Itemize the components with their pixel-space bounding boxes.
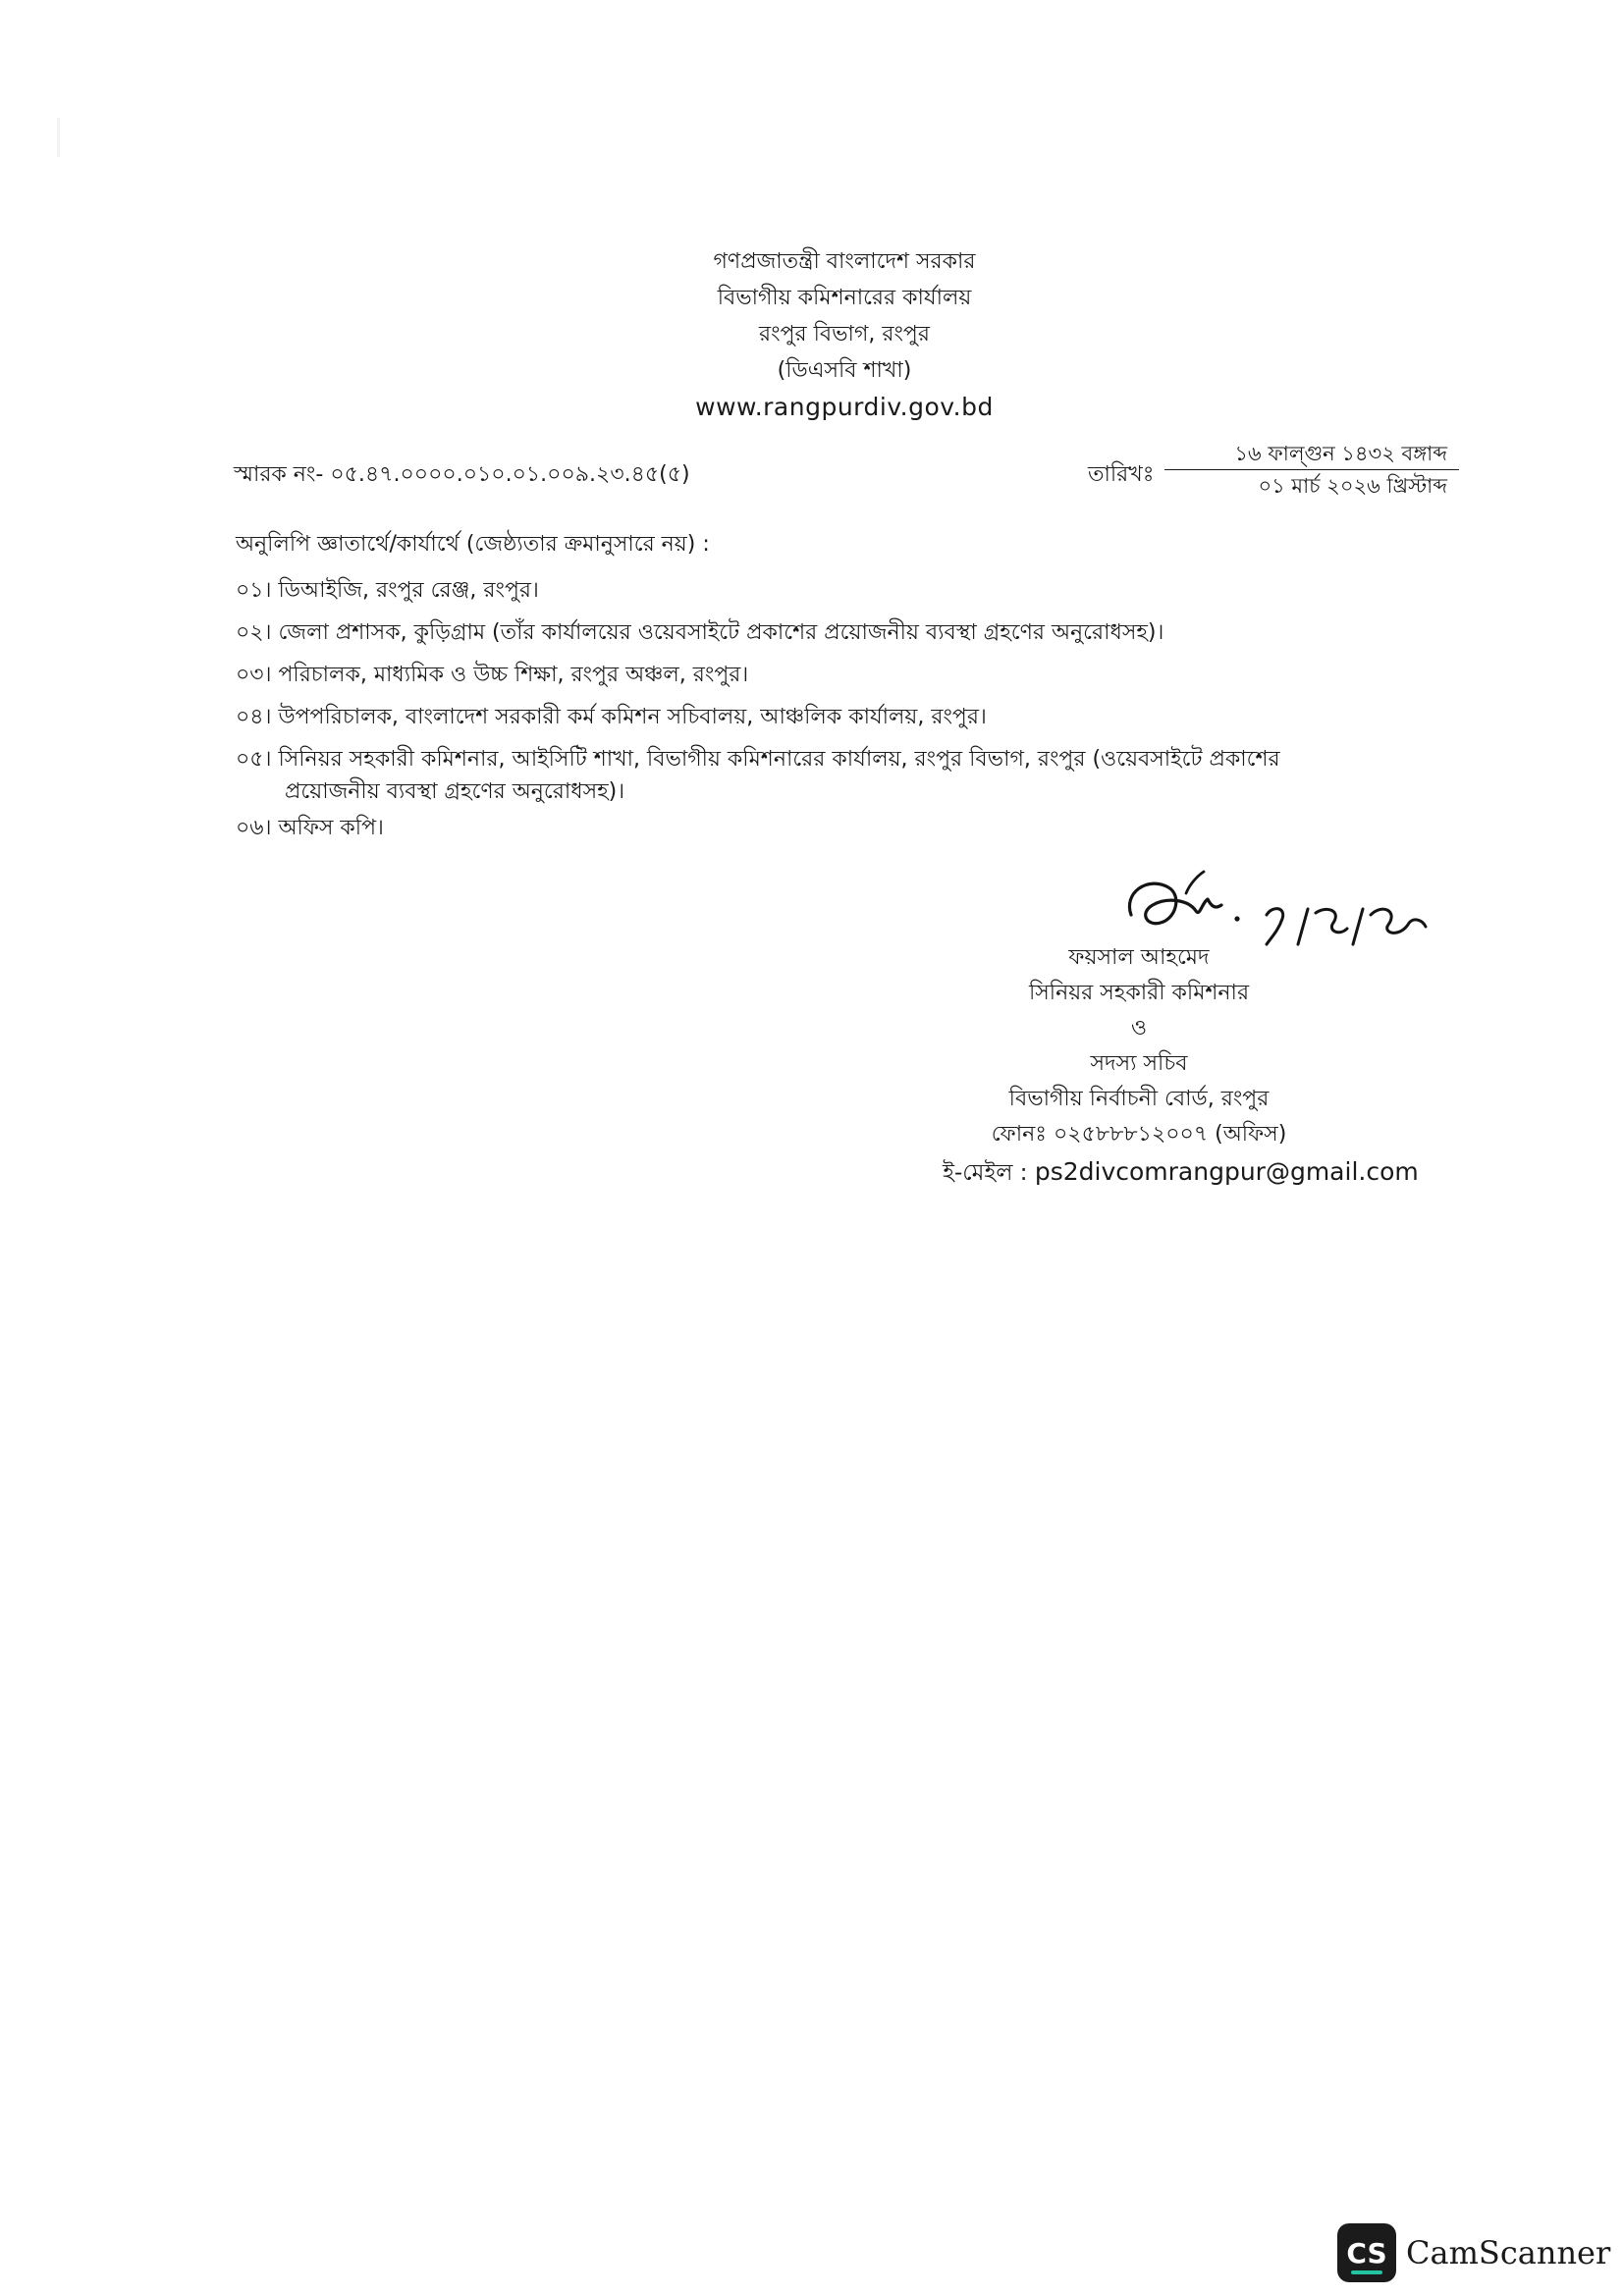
memo-number: স্মারক নং- ০৫.৪৭.০০০০.০১০.০১.০০৯.২৩.৪৫(৫) <box>234 462 690 487</box>
copy-intro: অনুলিপি জ্ঞাতার্থে/কার্যার্থে (জেষ্ঠ্যতার ক্রমানুসারে নয়) : <box>236 532 710 557</box>
list-item <box>236 701 1414 733</box>
date-label: তারিখঃ <box>1088 462 1155 487</box>
recipient-text-continued: প্রয়োজনীয় ব্যবস্থা গ্রহণের অনুরোধসহ)। <box>285 779 625 804</box>
letterhead <box>589 243 1100 425</box>
branch-name: (ডিএসবি শাখা) <box>777 358 912 383</box>
email-address: ps2divcomrangpur@gmail.com <box>1034 1157 1419 1186</box>
date-block <box>1164 438 1459 502</box>
signatory-name: ফয়সাল আহমেদ <box>1068 945 1210 970</box>
recipient-text: ০৬। অফিস কপি। <box>236 816 384 840</box>
signatory-conjunction: ও <box>1130 1016 1148 1041</box>
signatory-block <box>884 940 1394 1152</box>
office-name: বিভাগীয় কমিশনারের কার্যালয় <box>717 286 972 310</box>
recipient-text: ০২। জেলা প্রশাসক, কুড়িগ্রাম (তাঁর কার্যালয়ের ওয়েবসাইটে প্রকাশের প্রয়োজনীয় ব্যবস্থা গ্রহণের অনুরোধসহ)। <box>236 620 1164 645</box>
signatory-role: সদস্য সচিব <box>1090 1051 1188 1076</box>
website: www.rangpurdiv.gov.bd <box>695 393 994 421</box>
date-bangla: ১৬ ফাল্গুন ১৪৩২ বঙ্গাব্দ <box>1234 442 1447 465</box>
government-name: গণপ্রজাতন্ত্রী বাংলাদেশ সরকার <box>713 249 976 274</box>
recipient-list <box>236 574 1414 854</box>
signatory-title: সিনিয়র সহকারী কমিশনার <box>1028 981 1250 1005</box>
list-item <box>236 616 1414 649</box>
recipient-text: ০১। ডিআইজি, রংপুর রেঞ্জ, রংপুর। <box>236 578 539 603</box>
signatory-board: বিভাগীয় নির্বাচনী বোর্ড, রংপুর <box>1008 1087 1270 1111</box>
scan-artifact <box>57 118 60 157</box>
camscanner-watermark <box>1337 2222 1610 2283</box>
signatory-phone: ফোনঃ ০২৫৮৮৮১২০০৭ (অফিস) <box>991 1122 1287 1147</box>
list-item <box>236 743 1414 808</box>
camscanner-logo-icon: CS <box>1337 2223 1396 2282</box>
signatory-email-line <box>943 1154 1419 1193</box>
recipient-text: ০৫। সিনিয়র সহকারী কমিশনার, আইসিটি শাখা, বিভাগীয় কমিশনারের কার্যালয়, রংপুর বিভাগ, রংপুর (ওয়েবসাইটে প্রকাশের <box>236 747 1280 772</box>
list-item <box>236 574 1414 607</box>
list-item <box>236 812 1414 844</box>
list-item <box>236 659 1414 691</box>
email-label: ই-মেইল : <box>943 1160 1028 1186</box>
recipient-text: ০৪। উপপরিচালক, বাংলাদেশ সরকারী কর্ম কমিশন সচিবালয়, আঞ্চলিক কার্যালয়, রংপুর। <box>236 705 987 729</box>
division-name: রংপুর বিভাগ, রংপুর <box>759 322 930 347</box>
camscanner-brand: CamScanner <box>1406 2234 1611 2271</box>
recipient-text: ০৩। পরিচালক, মাধ্যমিক ও উচ্চ শিক্ষা, রংপুর অঞ্চল, রংপুর। <box>236 663 749 687</box>
date-gregorian: ০১ মার্চ ২০২৬ খ্রিস্টাব্দ <box>1258 474 1447 498</box>
